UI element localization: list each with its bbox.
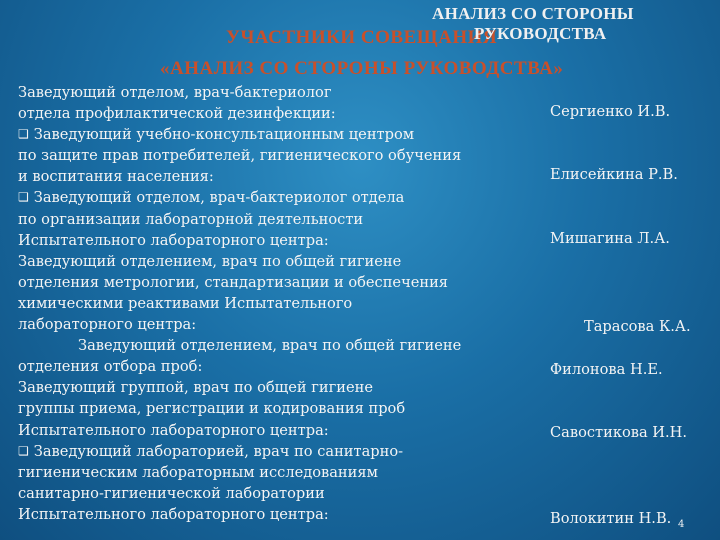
participants-list [18, 82, 498, 525]
list-line: Испытательного лабораторного центра: [18, 231, 329, 249]
participant-name: Елисейкина Р.В. [550, 166, 678, 183]
slide-title-line2: РУКОВОДСТВА [474, 24, 607, 43]
list-line: по организации лабораторной деятельности [18, 210, 364, 228]
participant-name: Тарасова К.А. [584, 318, 691, 335]
list-line: отделения отбора проб: [18, 358, 203, 376]
list-line [18, 124, 498, 145]
participant-name: Мишагина Л.А. [550, 230, 670, 247]
list-line: гигиеническим лабораторным исследованиям [18, 463, 378, 481]
list-line-text: Заведующий лабораторией, врач по санитарно- [33, 442, 404, 460]
participant-name: Сергиенко И.В. [550, 103, 671, 120]
page-number: 4 [678, 519, 685, 530]
list-line: Испытательного лабораторного центра: [18, 505, 329, 523]
list-line: санитарно-гигиенической лаборатории [18, 484, 325, 502]
slide-title-line1: АНАЛИЗ СО СТОРОНЫ [432, 4, 634, 23]
list-line: химическими реактивами Испытательного [18, 294, 353, 312]
participant-name: Волокитин Н.В. [550, 510, 672, 527]
list-line: Заведующий отделением, врач по общей гигиене [78, 337, 462, 355]
list-line: Заведующий отделом, врач-бактериолог [18, 84, 332, 101]
slide-subtitle-meeting-name: «АНАЛИЗ СО СТОРОНЫ РУКОВОДСТВА» [160, 58, 564, 79]
list-line: отдела профилактической дезинфекции: [18, 105, 336, 123]
list-line: группы приема, регистрации и кодирования проб [18, 400, 406, 418]
list-line: Испытательного лабораторного центра: [18, 421, 329, 439]
list-line-text: Заведующий учебно-консультационным центром [33, 126, 415, 144]
slide-subtitle-participants: УЧАСТНИКИ СОВЕЩАНИЯ [226, 27, 498, 48]
list-line: лабораторного центра: [18, 316, 197, 334]
list-line-text: Заведующий отделом, врач-бактериолог отдела [33, 189, 405, 207]
participant-name: Филонова Н.Е. [550, 361, 663, 378]
list-line [18, 441, 498, 462]
list-line: и воспитания населения: [18, 168, 214, 186]
list-line: Заведующий отделением, врач по общей гигиене [18, 252, 402, 270]
list-line [18, 187, 498, 208]
list-line: по защите прав потребителей, гигиенического обучения [18, 147, 462, 165]
participant-name: Савостикова И.Н. [550, 424, 688, 441]
list-line: отделения метрологии, стандартизации и обеспечения [18, 273, 449, 291]
list-line: Заведующий группой, врач по общей гигиене [18, 379, 373, 397]
